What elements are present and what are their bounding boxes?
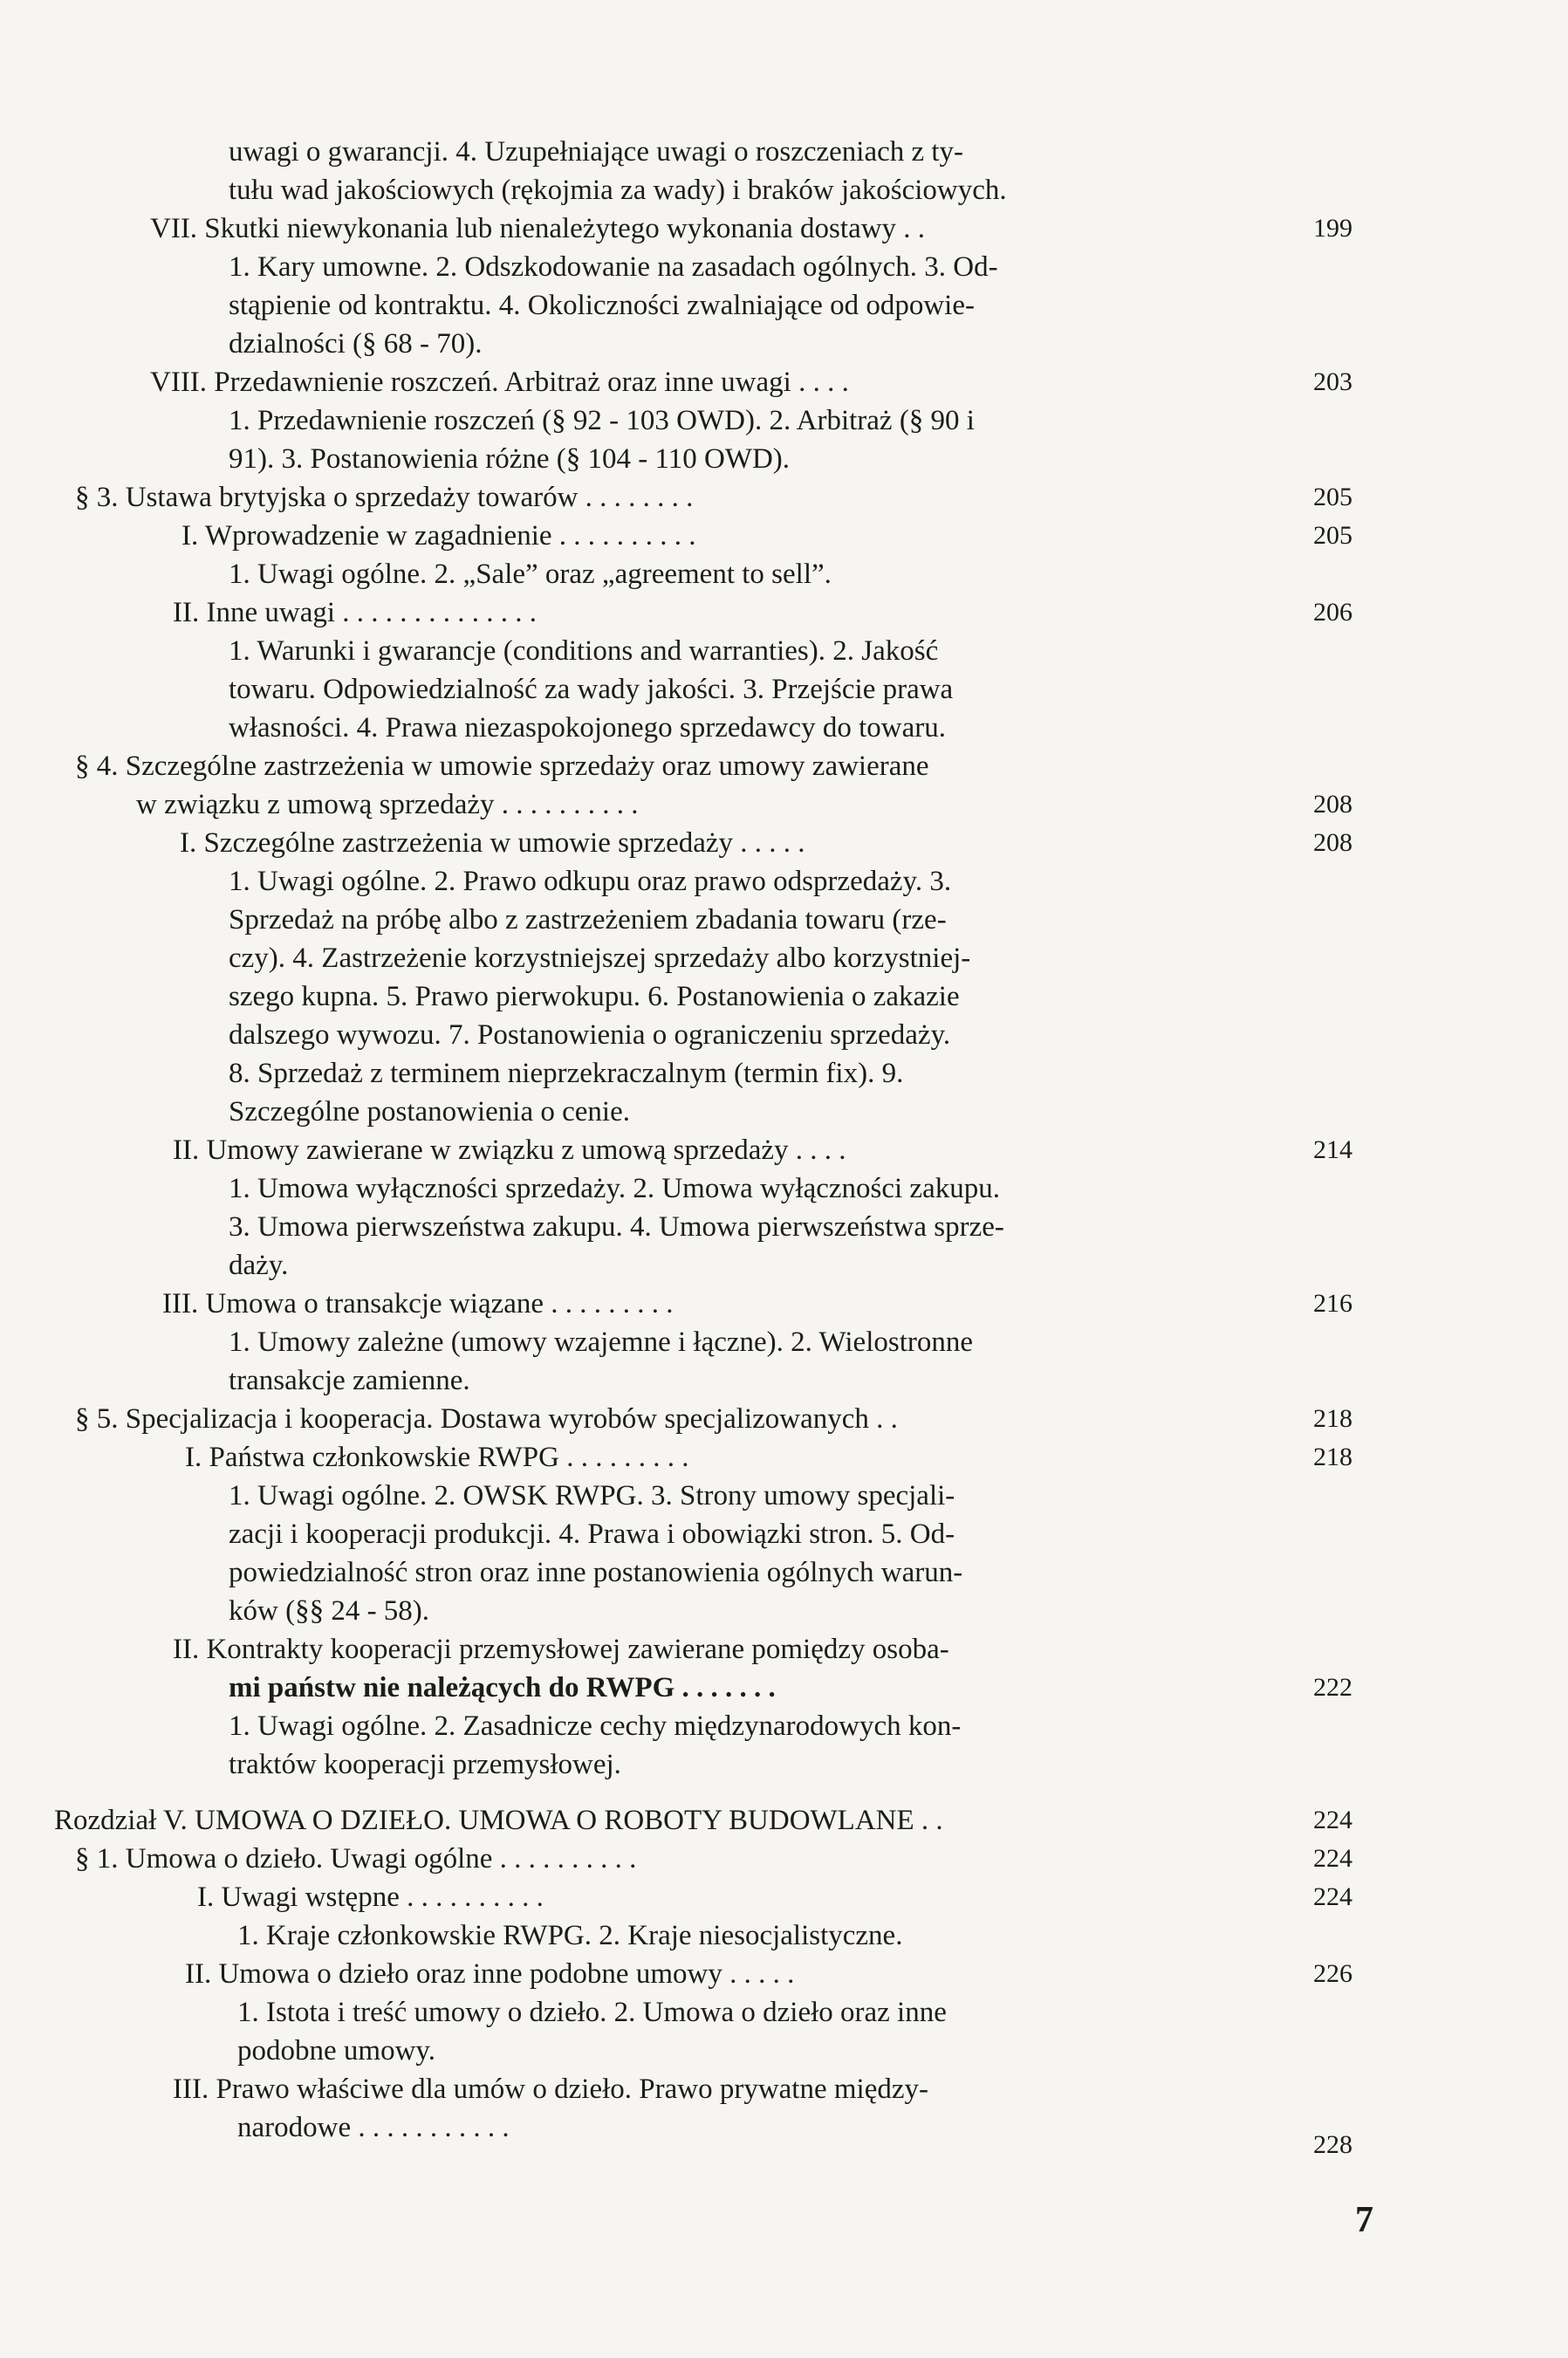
toc-text: w związku z umową sprzedaży . . . . . . . . . . (136, 789, 639, 820)
toc-entry (75, 747, 929, 824)
page-number: 7 (1355, 2200, 1373, 2240)
toc-text: § 5. Specjalizacja i kooperacja. Dostawa wyrobów specjalizowanych . . (75, 1403, 898, 1435)
toc-entry (150, 209, 925, 248)
toc-entry (75, 1400, 898, 1438)
toc-page-number: 224 (1313, 1882, 1352, 1911)
toc-text: czy). 4. Zastrzeżenie korzystniejszej sprzedaży albo korzystniej- (229, 943, 971, 974)
toc-entry (237, 1993, 947, 2070)
toc-text: 1. Uwagi ogólne. 2. Zasadnicze cechy międzynarodowych kon- (229, 1710, 962, 1742)
toc-text: towaru. Odpowiedzialność za wady jakości. 3. Przejście prawa (229, 674, 954, 705)
toc-text: powiedzialność stron oraz inne postanowienia ogólnych warun- (229, 1557, 963, 1588)
toc-text: II. Inne uwagi . . . . . . . . . . . . . . (173, 597, 538, 628)
toc-entry (173, 2070, 928, 2147)
toc-entry (229, 1477, 962, 1630)
toc-entry (181, 517, 696, 555)
toc-page-number: 208 (1313, 828, 1352, 857)
toc-text: I. Szczególne zastrzeżenia w umowie sprzedaży . . . . . (180, 827, 805, 859)
toc-text: daży. (229, 1250, 289, 1281)
toc-text: III. Umowa o transakcje wiązane . . . . . . . . . (162, 1288, 674, 1320)
toc-text: podobne umowy. (237, 2035, 436, 2067)
toc-entry (229, 555, 832, 593)
toc-entry (185, 1955, 794, 1993)
toc-entry (185, 1438, 688, 1477)
toc-text: mi państw nie należących do RWPG . . . . . . . (229, 1672, 776, 1703)
toc-text: VIII. Przedawnienie roszczeń. Arbitraż oraz inne uwagi . . . . (150, 367, 849, 398)
toc-page-number: 226 (1313, 1959, 1352, 1988)
toc-page-number: 228 (1313, 2130, 1352, 2159)
toc-page-number: 205 (1313, 521, 1352, 550)
toc-text: 91). 3. Postanowienia różne (§ 104 - 110 OWD). (229, 443, 791, 475)
toc-entry (229, 862, 970, 1131)
toc-page-number: 214 (1313, 1135, 1352, 1164)
toc-text: stąpienie od kontraktu. 4. Okoliczności zwalniające od odpowie- (229, 290, 975, 321)
toc-text: uwagi o gwarancji. 4. Uzupełniające uwagi o roszczeniach z ty- (229, 136, 964, 168)
toc-text: narodowe . . . . . . . . . . . (237, 2112, 510, 2143)
toc-page-number: 205 (1313, 483, 1352, 511)
toc-entry (197, 1878, 544, 1916)
toc-page-number: 218 (1313, 1443, 1352, 1471)
toc-text: 1. Istota i treść umowy o dzieło. 2. Umowa o dzieło oraz inne (237, 1997, 947, 2028)
toc-entry (150, 363, 849, 401)
toc-text: 1. Kary umowne. 2. Odszkodowanie na zasadach ogólnych. 3. Od- (229, 251, 998, 283)
toc-text: I. Wprowadzenie w zagadnienie . . . . . . . . . . (181, 520, 696, 552)
toc-text: VII. Skutki niewykonania lub nienależytego wykonania dostawy . . (150, 213, 926, 244)
toc-entry (180, 824, 805, 862)
toc-entry (229, 1323, 973, 1400)
toc-entry (54, 1801, 943, 1840)
toc-text: § 4. Szczególne zastrzeżenia w umowie sprzedaży oraz umowy zawierane (75, 751, 929, 782)
toc-entry (162, 1285, 674, 1323)
toc-entry (229, 632, 953, 747)
toc-entry (75, 478, 693, 517)
toc-text: 1. Umowa wyłączności sprzedaży. 2. Umowa wyłączności zakupu. (229, 1173, 1000, 1204)
toc-text: 1. Umowy zależne (umowy wzajemne i łączne). 2. Wielostronne (229, 1326, 974, 1358)
toc-text: III. Prawo właściwe dla umów o dzieło. Prawo prywatne między- (173, 2074, 928, 2105)
toc-text: § 3. Ustawa brytyjska o sprzedaży towarów . . . . . . . . (75, 482, 694, 513)
toc-text: II. Kontrakty kooperacji przemysłowej zawierane pomiędzy osoba- (173, 1634, 949, 1665)
toc-entry (229, 1169, 1004, 1285)
toc-text: traktów kooperacji przemysłowej. (229, 1749, 621, 1780)
toc-text: 1. Kraje członkowskie RWPG. 2. Kraje niesocjalistyczne. (237, 1920, 903, 1951)
toc-text: 1. Uwagi ogólne. 2. Prawo odkupu oraz prawo odsprzedaży. 3. (229, 866, 952, 897)
toc-page-number: 203 (1313, 367, 1352, 396)
toc-text: I. Uwagi wstępne . . . . . . . . . . (197, 1882, 544, 1913)
toc-page-number: 208 (1313, 790, 1352, 819)
toc-page-number: 199 (1313, 214, 1352, 243)
toc-text: Sprzedaż na próbę albo z zastrzeżeniem zbadania towaru (rze- (229, 904, 947, 936)
toc-page-number: 224 (1313, 1844, 1352, 1873)
toc-entry (229, 401, 975, 478)
toc-text: 3. Umowa pierwszeństwa zakupu. 4. Umowa pierwszeństwa sprze- (229, 1211, 1004, 1243)
toc-text: II. Umowy zawierane w związku z umową sprzedaży . . . . (173, 1134, 846, 1166)
toc-entry (229, 1707, 961, 1784)
toc-entry (173, 1131, 846, 1169)
toc-text: tułu wad jakościowych (rękojmia za wady) i braków jakościowych. (229, 175, 1007, 206)
toc-text: szego kupna. 5. Prawo pierwokupu. 6. Postanowienia o zakazie (229, 981, 960, 1012)
toc-text: 1. Uwagi ogólne. 2. OWSK RWPG. 3. Strony umowy specjali- (229, 1480, 955, 1511)
toc-text: I. Państwa członkowskie RWPG . . . . . . . . . (185, 1442, 689, 1473)
toc-text: § 1. Umowa o dzieło. Uwagi ogólne . . . . . . . . . . (75, 1843, 637, 1875)
toc-text: dzialności (§ 68 - 70). (229, 328, 483, 360)
toc-text: transakcje zamienne. (229, 1365, 470, 1396)
toc-text: zacji i kooperacji produkcji. 4. Prawa i obowiązki stron. 5. Od- (229, 1518, 955, 1550)
toc-text: Szczególne postanowienia o cenie. (229, 1096, 630, 1128)
toc-entry (229, 133, 1007, 209)
toc-page-number: 224 (1313, 1806, 1352, 1834)
toc-text: ków (§§ 24 - 58). (229, 1595, 430, 1627)
toc-text: 1. Warunki i gwarancje (conditions and warranties). 2. Jakość (229, 635, 939, 667)
toc-entry (237, 1916, 902, 1955)
toc-entry (229, 248, 998, 363)
toc-entry (75, 1840, 636, 1878)
toc-text: własności. 4. Prawa niezaspokojonego sprzedawcy do towaru. (229, 712, 947, 744)
toc-text: dalszego wywozu. 7. Postanowienia o ograniczeniu sprzedaży. (229, 1019, 951, 1051)
toc-entry (173, 593, 537, 632)
toc-entry (173, 1630, 949, 1707)
toc-text: Rozdział V. UMOWA O DZIEŁO. UMOWA O ROBOTY BUDOWLANE . . (54, 1805, 943, 1836)
toc-text: II. Umowa o dzieło oraz inne podobne umowy . . . . . (185, 1958, 795, 1990)
toc-page-number: 218 (1313, 1404, 1352, 1433)
toc-text: 1. Uwagi ogólne. 2. „Sale” oraz „agreement to sell”. (229, 559, 832, 590)
toc-text: 1. Przedawnienie roszczeń (§ 92 - 103 OWD). 2. Arbitraż (§ 90 i (229, 405, 975, 436)
toc-page-number: 206 (1313, 598, 1352, 627)
toc-page-number: 216 (1313, 1289, 1352, 1318)
toc-page-number: 222 (1313, 1673, 1352, 1702)
toc-text: 8. Sprzedaż z terminem nieprzekraczalnym (termin fix). 9. (229, 1058, 904, 1089)
